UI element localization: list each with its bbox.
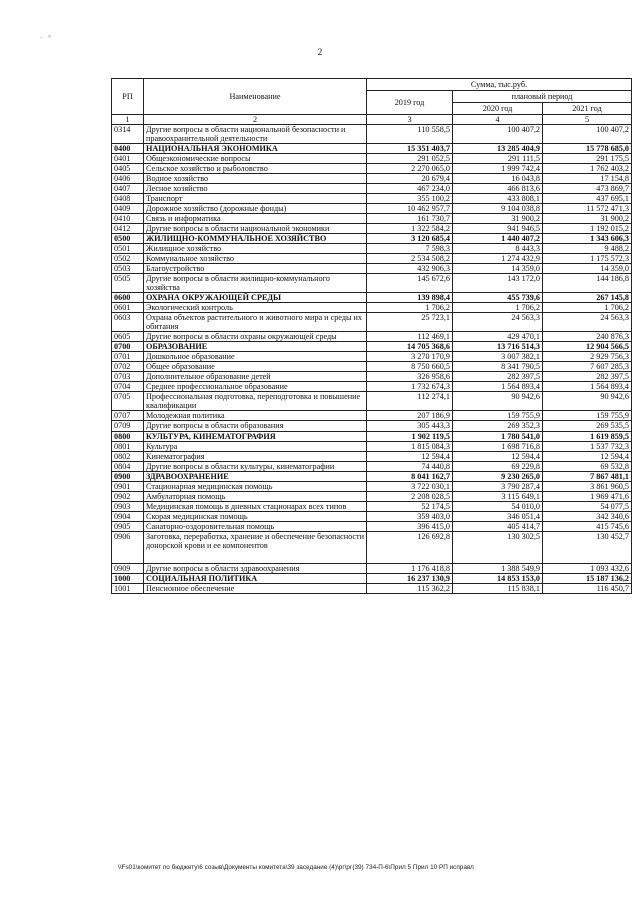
row-value-2021: 116 450,7	[543, 583, 632, 593]
row-code: 0502	[112, 254, 144, 264]
row-value-2019: 16 237 130,9	[367, 573, 453, 583]
column-index-1: 1	[112, 115, 144, 125]
row-value-2021: 291 175,5	[543, 154, 632, 164]
header-rp: РП	[112, 79, 144, 115]
row-value-2021: 69 532,8	[543, 461, 632, 471]
row-value-2020: 100 407,2	[453, 125, 543, 144]
table-row	[112, 274, 632, 293]
row-value-2021: 100 407,2	[543, 125, 632, 144]
row-name: Медицинская помощь в дневных стационарах всех типов	[144, 501, 367, 511]
row-value-2019: 126 692,8	[367, 531, 453, 563]
table-row	[112, 154, 632, 164]
row-value-2020: 54 010,0	[453, 501, 543, 511]
table-row	[112, 144, 632, 154]
row-name: Среднее профессиональное образование	[144, 382, 367, 392]
row-value-2021: 437 695,1	[543, 194, 632, 204]
row-code: 0903	[112, 501, 144, 511]
table-row	[112, 194, 632, 204]
scan-corner-mark: · °	[40, 34, 53, 42]
row-name: Лесное хозяйство	[144, 184, 367, 194]
row-code: 0901	[112, 481, 144, 491]
row-value-2020: 405 414,7	[453, 521, 543, 531]
row-name: НАЦИОНАЛЬНАЯ ЭКОНОМИКА	[144, 144, 367, 154]
row-name: Санаторно-оздоровительная помощь	[144, 521, 367, 531]
page-number: 2	[317, 47, 323, 57]
row-value-2021: 15 778 685,0	[543, 144, 632, 154]
row-code: 0701	[112, 352, 144, 362]
budget-table	[111, 78, 632, 594]
table-row	[112, 204, 632, 214]
table-row	[112, 184, 632, 194]
row-value-2020: 1 440 407,2	[453, 234, 543, 244]
table-row	[112, 293, 632, 303]
row-value-2021: 9 488,2	[543, 244, 632, 254]
row-name: Другие вопросы в области национальной экономики	[144, 224, 367, 234]
row-value-2021: 473 869,7	[543, 184, 632, 194]
row-name: Другие вопросы в области здравоохранения	[144, 563, 367, 573]
table-row	[112, 392, 632, 411]
row-value-2020: 1 564 893,4	[453, 382, 543, 392]
table-row	[112, 471, 632, 481]
row-name: Охрана объектов растительного и животного мира и среды их обитания	[144, 313, 367, 332]
table-row	[112, 411, 632, 421]
row-code: 0709	[112, 421, 144, 431]
row-value-2020: 3 115 649,1	[453, 491, 543, 501]
row-value-2019: 305 443,3	[367, 421, 453, 431]
row-code: 0601	[112, 303, 144, 313]
row-code: 0904	[112, 511, 144, 521]
row-value-2020: 282 397,5	[453, 372, 543, 382]
row-name: ОХРАНА ОКРУЖАЮЩЕЙ СРЕДЫ	[144, 293, 367, 303]
row-value-2019: 110 558,5	[367, 125, 453, 144]
row-name: Другие вопросы в области образования	[144, 421, 367, 431]
row-value-2020: 8 443,3	[453, 244, 543, 254]
row-value-2021: 90 942,6	[543, 392, 632, 411]
row-code: 0408	[112, 194, 144, 204]
row-name: Другие вопросы в области жилищно-коммунального хозяйства	[144, 274, 367, 293]
column-index-4: 4	[453, 115, 543, 125]
row-code: 0702	[112, 362, 144, 372]
row-code: 0802	[112, 451, 144, 461]
row-value-2019: 432 906,3	[367, 264, 453, 274]
row-value-2020: 143 172,0	[453, 274, 543, 293]
row-value-2019: 396 415,0	[367, 521, 453, 531]
row-value-2021: 14 359,0	[543, 264, 632, 274]
table-row	[112, 511, 632, 521]
table-row	[112, 491, 632, 501]
row-value-2019: 7 598,3	[367, 244, 453, 254]
row-name: ЗДРАВООХРАНЕНИЕ	[144, 471, 367, 481]
row-code: 1000	[112, 573, 144, 583]
row-value-2019: 8 041 162,7	[367, 471, 453, 481]
row-value-2020: 14 359,0	[453, 264, 543, 274]
column-index-3: 3	[367, 115, 453, 125]
row-name: Другие вопросы в области охраны окружающей среды	[144, 332, 367, 342]
row-value-2019: 112 469,1	[367, 332, 453, 342]
row-code: 0804	[112, 461, 144, 471]
table-row	[112, 234, 632, 244]
row-value-2019: 25 723,1	[367, 313, 453, 332]
row-name: ОБРАЗОВАНИЕ	[144, 342, 367, 352]
row-value-2019: 2 270 065,0	[367, 164, 453, 174]
table-row	[112, 254, 632, 264]
row-value-2021: 282 397,5	[543, 372, 632, 382]
row-value-2019: 3 270 170,9	[367, 352, 453, 362]
row-value-2021: 31 900,2	[543, 214, 632, 224]
row-name: Общеэкономические вопросы	[144, 154, 367, 164]
row-value-2021: 1 619 859,5	[543, 431, 632, 441]
table-row	[112, 352, 632, 362]
table-row	[112, 441, 632, 451]
row-code: 0703	[112, 372, 144, 382]
row-value-2020: 1 780 541,0	[453, 431, 543, 441]
table-row	[112, 214, 632, 224]
table-row	[112, 521, 632, 531]
row-value-2021: 15 187 136,2	[543, 573, 632, 583]
table-row	[112, 244, 632, 254]
row-value-2020: 115 838,1	[453, 583, 543, 593]
header-2021: 2021 год	[543, 103, 632, 115]
row-code: 0600	[112, 293, 144, 303]
header-2020: 2020 год	[453, 103, 543, 115]
table-row	[112, 313, 632, 332]
row-value-2021: 415 745,6	[543, 521, 632, 531]
row-value-2021: 1 093 432,6	[543, 563, 632, 573]
row-code: 0905	[112, 521, 144, 531]
table-row	[112, 372, 632, 382]
row-name: Транспорт	[144, 194, 367, 204]
row-value-2019: 207 186,9	[367, 411, 453, 421]
row-name: Жилищное хозяйство	[144, 244, 367, 254]
row-value-2019: 1 815 084,3	[367, 441, 453, 451]
row-value-2021: 269 535,5	[543, 421, 632, 431]
table-row	[112, 342, 632, 352]
table-row	[112, 431, 632, 441]
row-name: Другие вопросы в области культуры, кинематографии	[144, 461, 367, 471]
table-row	[112, 531, 632, 563]
row-value-2021: 1 175 572,3	[543, 254, 632, 264]
row-value-2020: 1 706,2	[453, 303, 543, 313]
row-code: 0906	[112, 531, 144, 563]
row-value-2019: 8 750 660,5	[367, 362, 453, 372]
row-value-2019: 112 274,1	[367, 392, 453, 411]
row-name: Водное хозяйство	[144, 174, 367, 184]
row-value-2019: 139 898,4	[367, 293, 453, 303]
row-code: 1001	[112, 583, 144, 593]
row-value-2021: 159 755,9	[543, 411, 632, 421]
row-value-2021: 1 969 471,6	[543, 491, 632, 501]
row-value-2020: 941 946,5	[453, 224, 543, 234]
row-value-2020: 16 043,8	[453, 174, 543, 184]
row-value-2019: 20 679,4	[367, 174, 453, 184]
row-value-2021: 7 867 481,1	[543, 471, 632, 481]
row-value-2019: 1 322 584,2	[367, 224, 453, 234]
row-value-2021: 17 154,8	[543, 174, 632, 184]
row-value-2021: 1 192 015,2	[543, 224, 632, 234]
row-value-2020: 130 302,5	[453, 531, 543, 563]
row-value-2019: 3 722 030,1	[367, 481, 453, 491]
row-value-2019: 15 351 403,7	[367, 144, 453, 154]
row-value-2020: 69 229,8	[453, 461, 543, 471]
row-value-2019: 115 362,2	[367, 583, 453, 593]
row-value-2019: 3 120 685,4	[367, 234, 453, 244]
row-value-2020: 429 470,1	[453, 332, 543, 342]
row-name: Дошкольное образование	[144, 352, 367, 362]
header-planned-period: плановый период	[453, 91, 632, 103]
table-row	[112, 461, 632, 471]
row-name: Экологический контроль	[144, 303, 367, 313]
row-name: ЖИЛИЩНО-КОММУНАЛЬНОЕ ХОЗЯЙСТВО	[144, 234, 367, 244]
row-value-2020: 159 755,9	[453, 411, 543, 421]
row-code: 0314	[112, 125, 144, 144]
row-value-2021: 54 077,5	[543, 501, 632, 511]
table-row	[112, 583, 632, 593]
table-row	[112, 421, 632, 431]
table-row	[112, 362, 632, 372]
row-name: Общее образование	[144, 362, 367, 372]
table-row	[112, 481, 632, 491]
table-row	[112, 174, 632, 184]
row-value-2020: 433 808,1	[453, 194, 543, 204]
table-row	[112, 125, 632, 144]
row-value-2019: 1 902 119,5	[367, 431, 453, 441]
row-value-2019: 2 208 028,5	[367, 491, 453, 501]
row-code: 0909	[112, 563, 144, 573]
row-value-2020: 3 790 287,4	[453, 481, 543, 491]
row-code: 0704	[112, 382, 144, 392]
row-name: Молодежная политика	[144, 411, 367, 421]
row-value-2021: 1 762 403,2	[543, 164, 632, 174]
header-name: Наименование	[144, 79, 367, 115]
row-value-2021: 1 343 606,3	[543, 234, 632, 244]
row-value-2021: 3 861 960,5	[543, 481, 632, 491]
row-name: Заготовка, переработка, хранение и обеспечение безопасности донорской крови и ее компонентов	[144, 531, 367, 563]
header-sum: Сумма, тыс.руб.	[367, 79, 632, 91]
row-value-2021: 24 563,3	[543, 313, 632, 332]
row-value-2020: 9 104 038,8	[453, 204, 543, 214]
row-value-2021: 342 340,6	[543, 511, 632, 521]
row-name: Сельское хозяйство и рыболовство	[144, 164, 367, 174]
table-body	[112, 125, 632, 594]
table-row	[112, 451, 632, 461]
header-2019: 2019 год	[367, 91, 453, 115]
row-value-2020: 24 563,3	[453, 313, 543, 332]
row-name: Кинематография	[144, 451, 367, 461]
row-value-2021: 144 186,8	[543, 274, 632, 293]
row-value-2020: 291 111,5	[453, 154, 543, 164]
row-value-2020: 31 900,2	[453, 214, 543, 224]
row-value-2020: 455 739,6	[453, 293, 543, 303]
row-code: 0400	[112, 144, 144, 154]
row-value-2020: 13 716 514,3	[453, 342, 543, 352]
row-name: КУЛЬТУРА, КИНЕМАТОГРАФИЯ	[144, 431, 367, 441]
row-name: Дорожное хозяйство (дорожные фонды)	[144, 204, 367, 214]
row-name: Культура	[144, 441, 367, 451]
row-code: 0407	[112, 184, 144, 194]
row-code: 0705	[112, 392, 144, 411]
row-value-2019: 2 534 508,2	[367, 254, 453, 264]
row-value-2021: 267 145,8	[543, 293, 632, 303]
table-row	[112, 332, 632, 342]
table-row	[112, 573, 632, 583]
row-name: СОЦИАЛЬНАЯ ПОЛИТИКА	[144, 573, 367, 583]
row-value-2021: 1 537 732,3	[543, 441, 632, 451]
row-value-2019: 467 234,0	[367, 184, 453, 194]
row-value-2021: 12 594,4	[543, 451, 632, 461]
row-code: 0500	[112, 234, 144, 244]
row-code: 0401	[112, 154, 144, 164]
row-value-2019: 12 594,4	[367, 451, 453, 461]
column-index-5: 5	[543, 115, 632, 125]
row-name: Коммунальное хозяйство	[144, 254, 367, 264]
row-code: 0900	[112, 471, 144, 481]
row-code: 0505	[112, 274, 144, 293]
row-value-2019: 14 705 368,6	[367, 342, 453, 352]
row-value-2019: 1 706,2	[367, 303, 453, 313]
row-value-2019: 161 730,7	[367, 214, 453, 224]
table-row	[112, 382, 632, 392]
row-value-2020: 269 352,3	[453, 421, 543, 431]
row-value-2021: 12 904 566,5	[543, 342, 632, 352]
footer-file-path: \\Fs01\комитет по бюджету\6 созыв\Документы комитета\39 заседание (4)\рг\рг(39) 734-П-6\Прил 5 Прил 10 РП исправл	[118, 864, 474, 871]
table-row	[112, 501, 632, 511]
row-code: 0410	[112, 214, 144, 224]
column-index-2: 2	[144, 115, 367, 125]
row-value-2021: 1 706,2	[543, 303, 632, 313]
row-value-2019: 1 176 418,8	[367, 563, 453, 573]
row-value-2019: 326 958,6	[367, 372, 453, 382]
row-value-2020: 90 942,6	[453, 392, 543, 411]
row-name: Связь и информатика	[144, 214, 367, 224]
row-code: 0902	[112, 491, 144, 501]
row-value-2020: 9 230 265,0	[453, 471, 543, 481]
row-code: 0605	[112, 332, 144, 342]
row-name: Благоустройство	[144, 264, 367, 274]
table-row	[112, 164, 632, 174]
row-value-2021: 240 876,3	[543, 332, 632, 342]
table-row	[112, 563, 632, 573]
row-value-2019: 52 174,5	[367, 501, 453, 511]
row-name: Профессиональная подготовка, переподготовка и повышение квалификации	[144, 392, 367, 411]
row-code: 0707	[112, 411, 144, 421]
row-name: Амбулаторная помощь	[144, 491, 367, 501]
row-name: Другие вопросы в области национальной безопасности и правоохранительной деятельности	[144, 125, 367, 144]
row-code: 0501	[112, 244, 144, 254]
row-code: 0405	[112, 164, 144, 174]
row-value-2019: 10 462 957,7	[367, 204, 453, 214]
row-value-2020: 12 594,4	[453, 451, 543, 461]
row-value-2019: 1 732 674,3	[367, 382, 453, 392]
row-value-2021: 130 452,7	[543, 531, 632, 563]
row-value-2020: 13 285 404,9	[453, 144, 543, 154]
row-value-2020: 1 698 716,8	[453, 441, 543, 451]
table-row	[112, 264, 632, 274]
row-code: 0503	[112, 264, 144, 274]
row-code: 0406	[112, 174, 144, 184]
row-name: Стационарная медицинская помощь	[144, 481, 367, 491]
row-value-2020: 1 274 432,9	[453, 254, 543, 264]
row-value-2021: 1 564 893,4	[543, 382, 632, 392]
row-code: 0700	[112, 342, 144, 352]
row-code: 0801	[112, 441, 144, 451]
row-code: 0800	[112, 431, 144, 441]
row-value-2019: 74 440,8	[367, 461, 453, 471]
row-value-2020: 466 813,6	[453, 184, 543, 194]
row-value-2020: 346 051,4	[453, 511, 543, 521]
row-name: Скорая медицинская помощь	[144, 511, 367, 521]
row-code: 0412	[112, 224, 144, 234]
row-value-2019: 355 100,2	[367, 194, 453, 204]
row-value-2020: 1 388 549,9	[453, 563, 543, 573]
row-code: 0603	[112, 313, 144, 332]
row-value-2020: 3 007 382,1	[453, 352, 543, 362]
row-value-2020: 1 999 742,4	[453, 164, 543, 174]
row-name: Дополнительное образование детей	[144, 372, 367, 382]
row-value-2020: 14 853 153,0	[453, 573, 543, 583]
row-value-2019: 359 403,0	[367, 511, 453, 521]
row-value-2021: 7 607 285,3	[543, 362, 632, 372]
row-value-2019: 291 052,5	[367, 154, 453, 164]
row-value-2021: 2 929 756,3	[543, 352, 632, 362]
row-value-2021: 11 572 471,3	[543, 204, 632, 214]
row-value-2019: 145 672,6	[367, 274, 453, 293]
row-name: Пенсионное обеспечение	[144, 583, 367, 593]
table-row	[112, 224, 632, 234]
row-value-2020: 8 341 790,5	[453, 362, 543, 372]
row-code: 0409	[112, 204, 144, 214]
table-row	[112, 303, 632, 313]
